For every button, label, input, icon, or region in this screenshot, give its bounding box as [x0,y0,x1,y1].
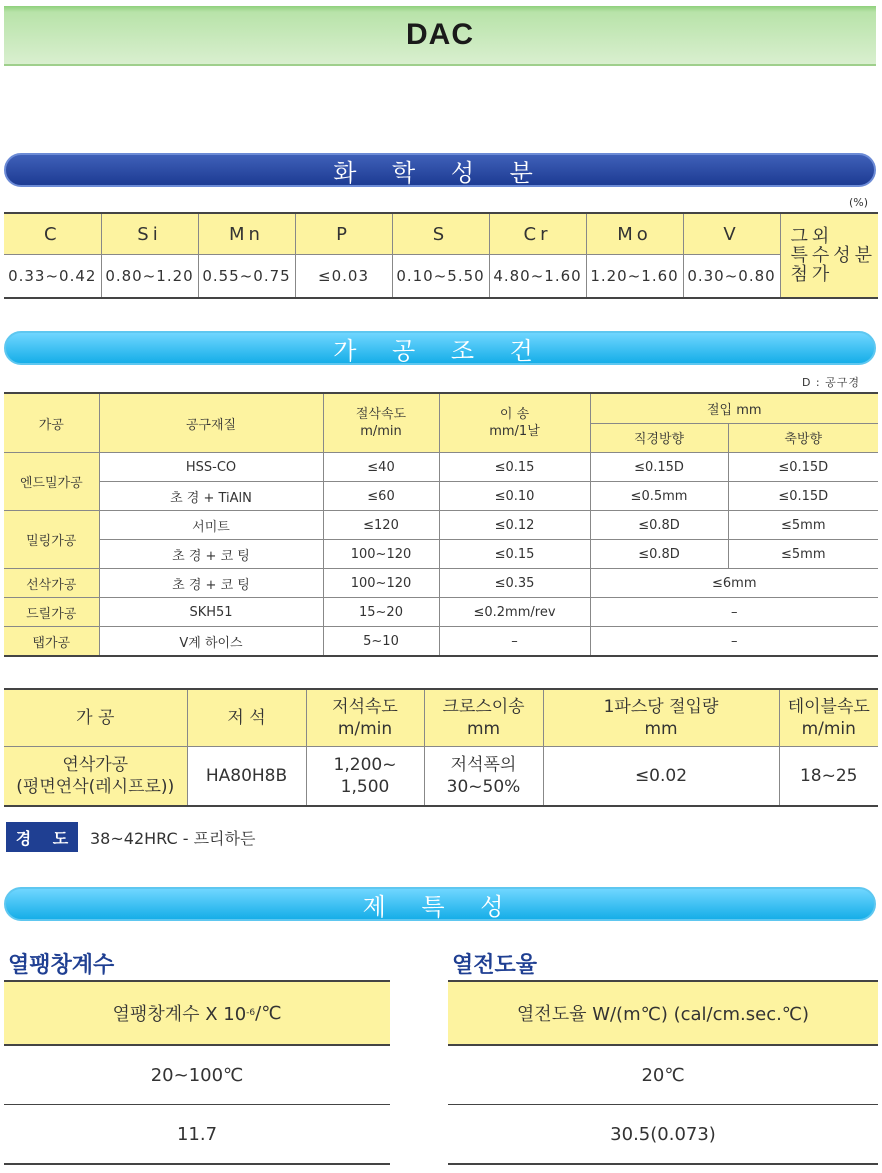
tool-cell: 초 경 + 코 팅 [99,569,323,598]
group-milling: 밀링가공 [4,511,99,569]
col-depth: 절입 mm [590,393,878,423]
radial-cell: ≤0.8D [590,511,728,540]
element-value: 0.33~0.42 [4,255,101,299]
chemical-unit: (%) [848,196,868,209]
col-radial: 직경방향 [590,423,728,453]
element-value: 0.10~5.50 [392,255,489,299]
element-header: Mn [198,213,295,255]
speed-cell: 15~20 [323,598,439,627]
element-value: 4.80~1.60 [489,255,586,299]
col-tool: 공구재질 [99,393,323,453]
expansion-temp: 20~100℃ [4,1046,390,1105]
speed-cell: 100~120 [323,569,439,598]
tool-cell: 서미트 [99,511,323,540]
group-drilling: 드릴가공 [4,598,99,627]
feed-cell: ≤0.12 [439,511,590,540]
grind-wheel-cell: HA80H8B [187,747,306,807]
element-header: C [4,213,101,255]
tool-cell: HSS-CO [99,453,323,482]
tool-cell: V계 하이스 [99,627,323,657]
section-machining-header: 가 공 조 건 [4,331,876,365]
page-title: DAC [406,18,474,51]
expansion-table [4,980,390,1165]
depth-cell: – [590,627,878,657]
feed-cell: – [439,627,590,657]
group-turning: 선삭가공 [4,569,99,598]
expansion-col-suffix: /℃ [255,1002,282,1024]
other-elements-line2: 특수성분첨가 [790,245,877,285]
axial-cell: ≤0.15D [728,453,878,482]
feed-cell: ≤0.10 [439,482,590,511]
tool-cell: 초 경 + 코 팅 [99,540,323,569]
element-header: S [392,213,489,255]
speed-cell: 5~10 [323,627,439,657]
group-tapping: 탭가공 [4,627,99,657]
grind-cross-cell: 저석폭의 30~50% [424,747,543,807]
grind-col-speed: 저석속도 m/min [306,689,424,747]
axial-cell: ≤5mm [728,540,878,569]
grind-col-cross: 크로스이송 mm [424,689,543,747]
element-header: V [683,213,780,255]
element-header: Cr [489,213,586,255]
section-properties-header: 제 특 성 [4,887,876,921]
element-header: Si [101,213,198,255]
title-bar [4,6,876,66]
grind-col-wheel: 저 석 [187,689,306,747]
col-process: 가공 [4,393,99,453]
speed-cell: ≤60 [323,482,439,511]
element-value: 1.20~1.60 [586,255,683,299]
section-chemical-header: 화 학 성 분 [4,153,876,187]
machining-table [4,392,878,657]
expansion-col-prefix: 열팽창계수 X 10 [112,1004,247,1025]
hardness-badge: 경 도 [6,822,78,852]
group-endmill: 엔드밀가공 [4,453,99,511]
speed-cell: ≤40 [323,453,439,482]
axial-cell: ≤5mm [728,511,878,540]
grind-table-cell: 18~25 [779,747,878,807]
element-value: 0.30~0.80 [683,255,780,299]
depth-cell: ≤6mm [590,569,878,598]
grind-col-depth: 1파스당 절입량 mm [543,689,779,747]
radial-cell: ≤0.8D [590,540,728,569]
machining-note: D : 공구경 [801,376,860,389]
grinding-table [4,688,878,807]
grind-col-table: 테이블속도 m/min [779,689,878,747]
element-header: P [295,213,392,255]
element-header: Mo [586,213,683,255]
axial-cell: ≤0.15D [728,482,878,511]
feed-cell: ≤0.15 [439,453,590,482]
depth-cell: – [590,598,878,627]
col-feed: 이 송 mm/1날 [439,393,590,453]
conductivity-table [448,980,878,1165]
col-axial: 축방향 [728,423,878,453]
conductivity-title: 열전도율 [452,953,538,978]
speed-cell: ≤120 [323,511,439,540]
conductivity-column-header: 열전도율 W/(m℃) (cal/cm.sec.℃) [448,980,878,1046]
speed-cell: 100~120 [323,540,439,569]
expansion-title: 열팽창계수 [8,953,115,978]
feed-cell: ≤0.35 [439,569,590,598]
col-speed: 절삭속도 m/min [323,393,439,453]
expansion-column-header [4,980,390,1046]
expansion-value: 11.7 [4,1105,390,1165]
chemical-table [4,212,878,299]
conductivity-value: 30.5(0.073) [448,1105,878,1165]
other-elements-cell [780,213,878,298]
tool-cell: SKH51 [99,598,323,627]
radial-cell: ≤0.15D [590,453,728,482]
grind-depth-cell: ≤0.02 [543,747,779,807]
grind-col-process: 가 공 [4,689,187,747]
feed-cell: ≤0.15 [439,540,590,569]
feed-cell: ≤0.2mm/rev [439,598,590,627]
element-value: 0.80~1.20 [101,255,198,299]
hardness-value: 38~42HRC - 프리하든 [90,829,256,848]
element-value: 0.55~0.75 [198,255,295,299]
tool-cell: 초 경 + TiAlN [99,482,323,511]
other-elements-line1: 그외 [790,226,834,247]
grind-process-cell: 연삭가공 (평면연삭(레시프로)) [4,747,187,807]
element-value: ≤0.03 [295,255,392,299]
expansion-col-exp: -6 [246,1008,256,1018]
grind-speed-cell: 1,200~ 1,500 [306,747,424,807]
radial-cell: ≤0.5mm [590,482,728,511]
conductivity-temp: 20℃ [448,1046,878,1105]
